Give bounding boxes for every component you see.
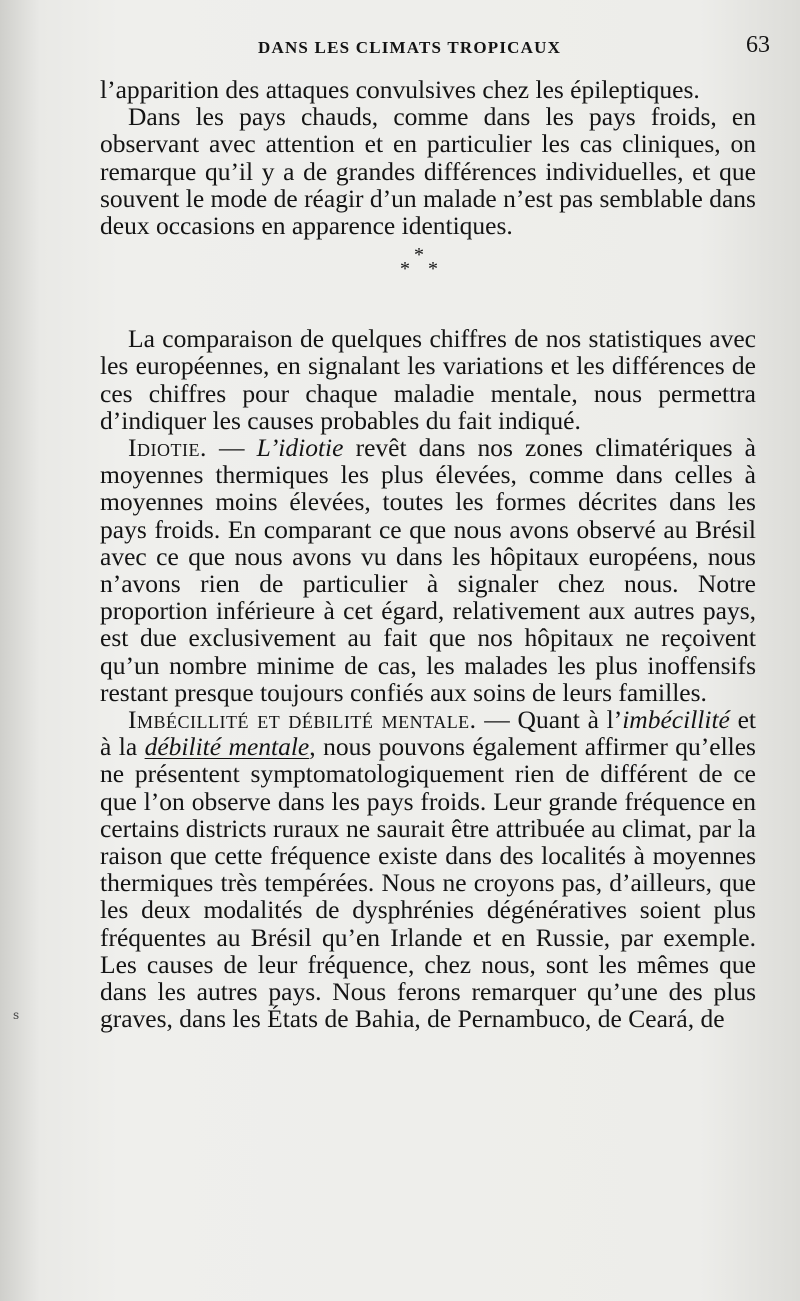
asterism-star-right: * xyxy=(428,258,438,281)
paragraph-3: La comparaison de quelques chiffres de nos statistiques avec les européennes, en signalant les variations et les différences de ces chiffres pour chaque maladie mentale, nous permettra d’indiquer les causes probables du fait indiqué. xyxy=(100,324,756,435)
imbecillite-lead: Quant à l’ xyxy=(517,705,623,735)
margin-mark: s xyxy=(13,1008,20,1022)
section-heading-imbecillite: Imbécillité et débilité mentale. xyxy=(128,705,477,735)
imbecillite-text: , nous pouvons également affirmer qu’elles ne présentent symptomatologiquement rien de différent de ce que l’on observe dans les pays froids. Leur grande fréquence en certains districts ruraux ne saurait être attribuée au climat, par la raison que cette fréquence existe dans des localités à moyennes thermiques très tempérées. Nous ne croyons pas, d’ailleurs, que les deux modalités de dysphrénies dégénératives soient plus fréquentes au Brésil qu’en Irlande et en Russie, par exemple. Les causes de leur fréquence, chez nous, sont les mêmes que dans les autres pays. Nous ferons remarquer qu’une des plus graves, dans les États de Bahia, de Pernambuco, de Ceará, de xyxy=(100,732,756,1034)
page-header xyxy=(100,32,770,68)
section-heading-idiotie: Idiotie. xyxy=(128,433,207,463)
heading-dash: — xyxy=(206,433,257,463)
paragraph-1: l’apparition des attaques convulsives chez les épileptiques. xyxy=(100,75,700,104)
body-text xyxy=(100,76,756,1033)
term-debilite-mentale: débilité mentale xyxy=(144,732,310,762)
running-title: DANS LES CLIMATS TROPICAUX xyxy=(258,38,562,57)
heading-dash: — xyxy=(476,705,518,735)
paragraph-imbecillite xyxy=(100,706,756,1032)
page-number: 63 xyxy=(746,32,770,58)
term-idiotie: L’idiotie xyxy=(256,433,344,463)
term-imbecillite: imbécillité xyxy=(622,705,730,735)
section-asterism xyxy=(100,239,756,325)
imbecillite-mid: et à la xyxy=(100,705,756,762)
idiotie-text: revêt dans nos zones climatériques à moyennes thermiques les plus élevées, comme dans celles à moyennes moins élevées, toutes les formes décrites dans les pays froids. En comparant ce que nous avons observé au Brésil avec ce que nous avons vu dans les hôpitaux européens, nous n’avons rien de particulier à signaler chez nous. Notre proportion inférieure à cet égard, relativement aux autres pays, est due exclusivement au fait que nos hôpitaux ne reçoivent qu’un nombre minime de cas, les malades les plus inoffensifs restant presque toujours confiés aux soins de leurs familles. xyxy=(100,433,757,707)
paragraph-2: Dans les pays chauds, comme dans les pays froids, en observant avec attention et en particulier les cas cliniques, on remarque qu’il y a de grandes différences individuelles, et que souvent le mode de réagir d’un malade n’est pas semblable dans deux occasions en apparence identiques. xyxy=(100,102,756,241)
paragraph-idiotie xyxy=(100,434,756,706)
asterism-star-left: * xyxy=(400,258,410,281)
asterism-star-top: * xyxy=(414,244,424,267)
